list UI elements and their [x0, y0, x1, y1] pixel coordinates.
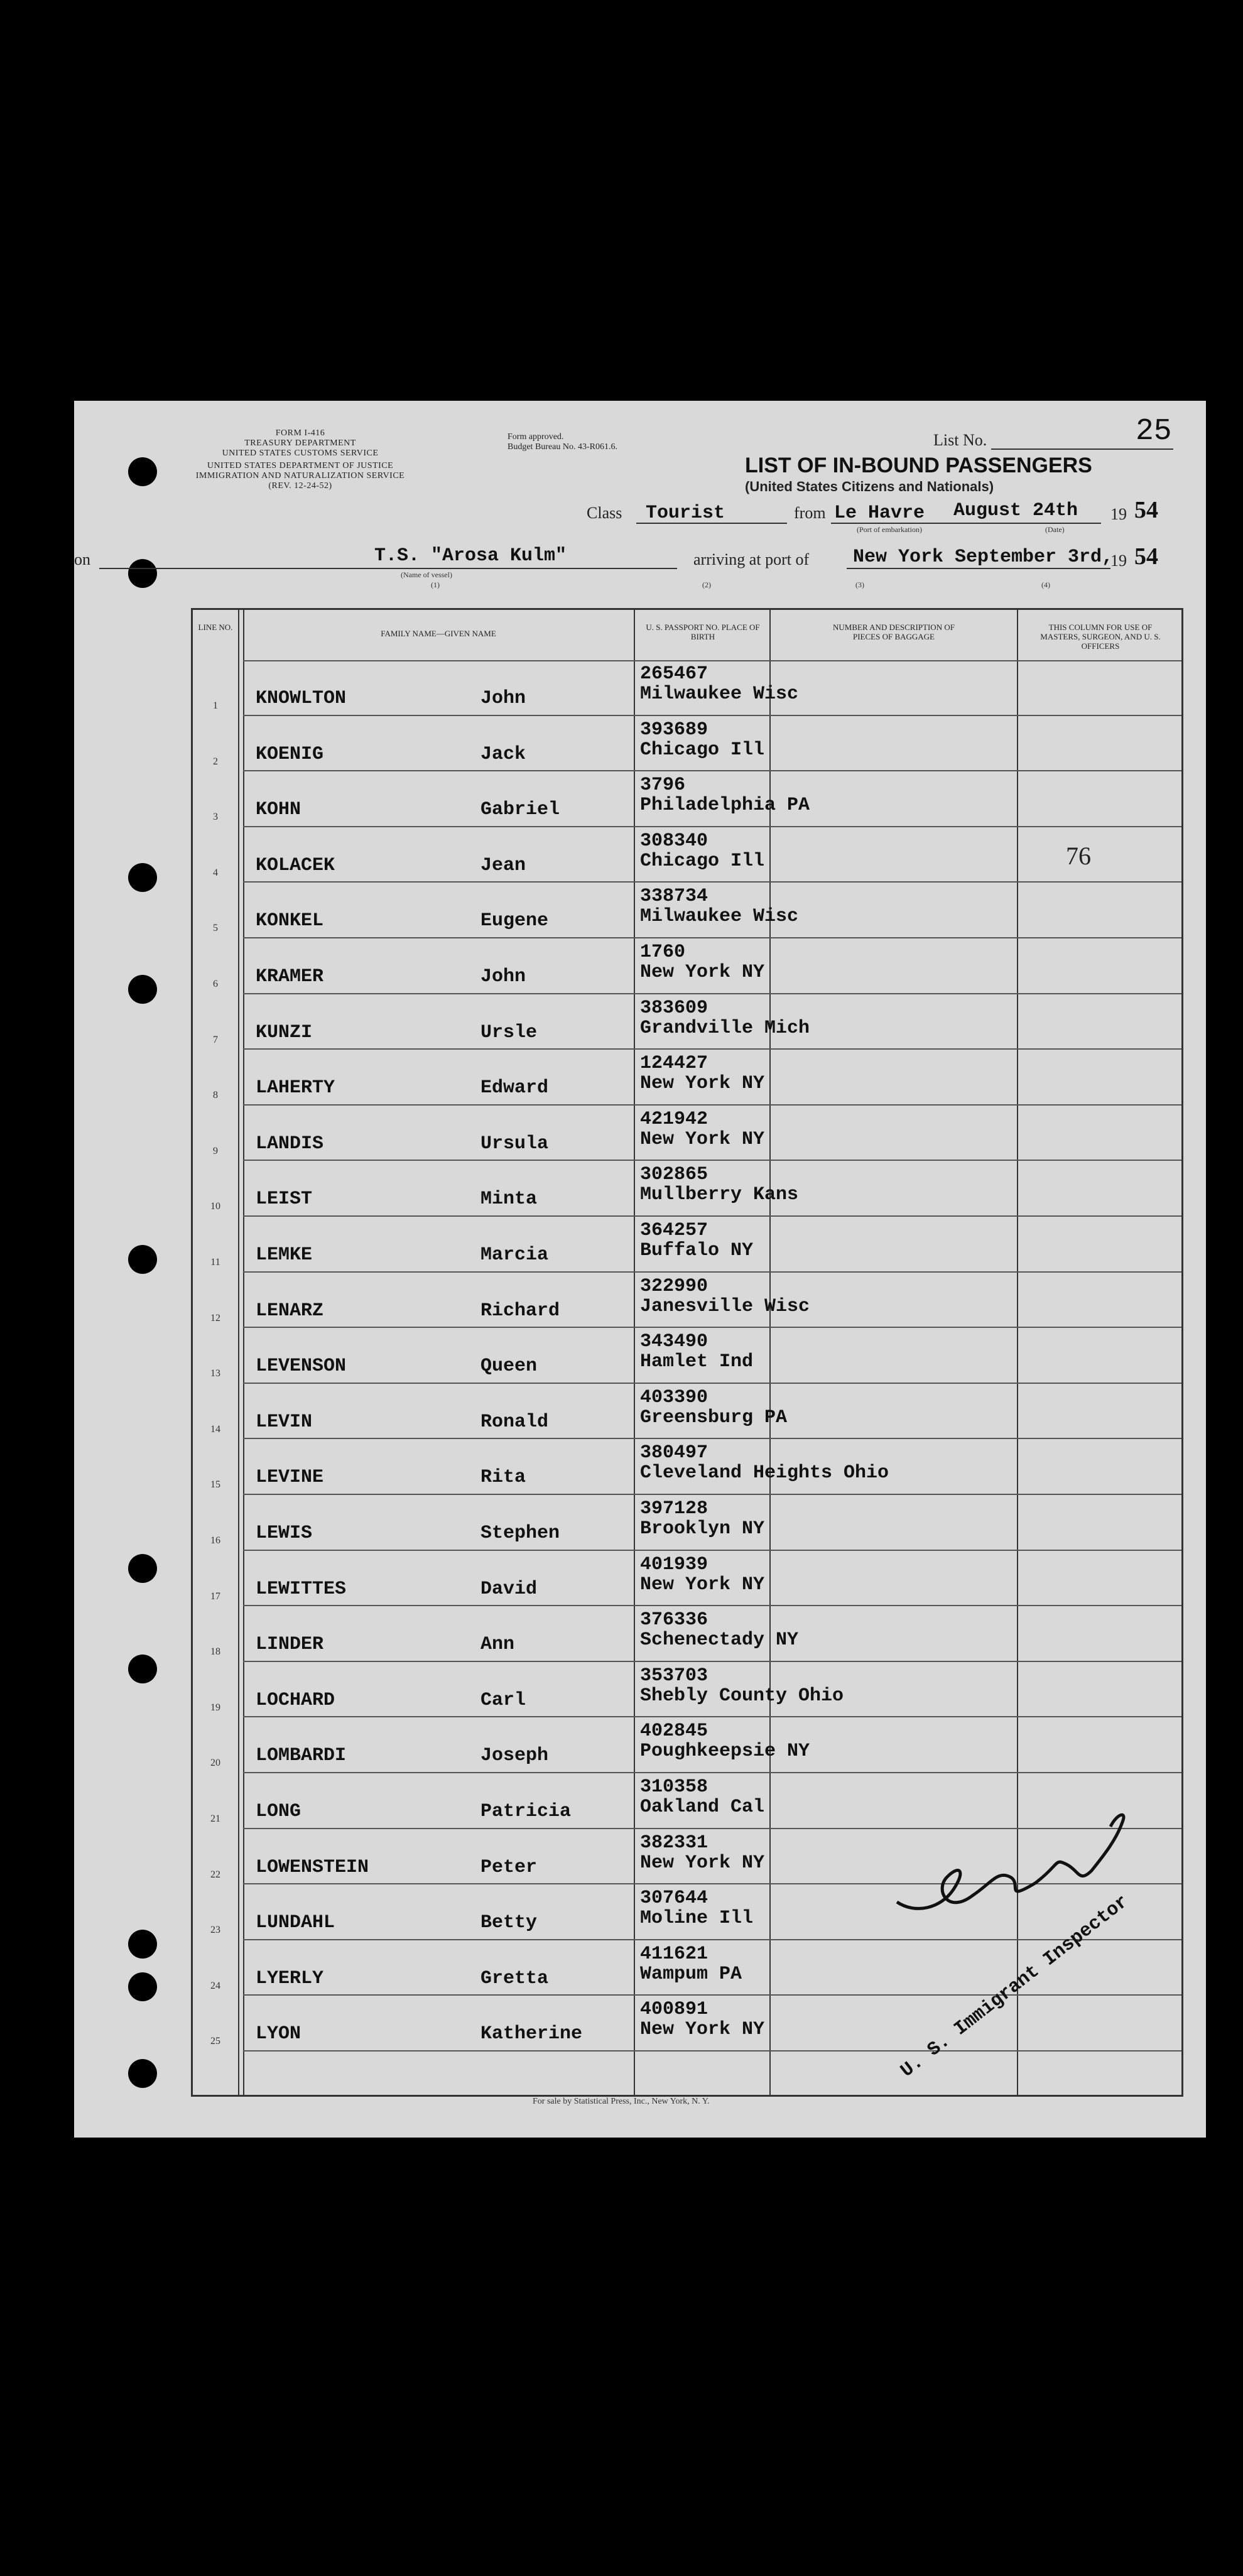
birthplace: Greensburg PA — [640, 1406, 788, 1428]
vessel-caption: (Name of vessel) — [401, 570, 452, 579]
family-name: LYERLY — [256, 1967, 324, 1989]
budget-number: Budget Bureau No. 43-R061.6. — [508, 442, 617, 452]
given-name: Joseph — [480, 1745, 549, 1767]
family-name: KNOWLTON — [256, 688, 347, 709]
given-name: Ann — [480, 1634, 515, 1656]
birthplace: Moline Ill — [640, 1908, 754, 1930]
given-name: Katherine — [480, 2023, 583, 2045]
binder-hole — [128, 863, 157, 892]
page-title: LIST OF IN-BOUND PASSENGERS — [745, 454, 1092, 477]
year-value: 54 — [1134, 497, 1158, 523]
manifest-page — [74, 401, 1206, 2138]
birthplace: Grandville Mich — [640, 1017, 810, 1039]
given-name: Edward — [480, 1077, 549, 1099]
header-passport: U. S. PASSPORT NO. PLACE OF BIRTH — [646, 622, 760, 641]
birthplace: New York NY — [640, 1073, 765, 1095]
table-row — [193, 827, 1181, 883]
line-number: 1 — [213, 700, 218, 711]
family-name: KOENIG — [256, 743, 324, 765]
family-name: LUNDAHL — [256, 1912, 335, 1934]
date-value: August 24th — [953, 500, 1078, 521]
birthplace: Milwaukee Wisc — [640, 906, 799, 928]
line-number: 17 — [210, 1590, 220, 1602]
arr-year-value: 54 — [1134, 543, 1158, 570]
given-name: Patricia — [480, 1801, 572, 1822]
line-number: 2 — [213, 756, 218, 767]
dept-line: TREASURY DEPARTMENT — [244, 438, 356, 448]
line-number: 11 — [210, 1257, 220, 1268]
from-label: from — [794, 504, 826, 522]
given-name: Jack — [480, 743, 526, 765]
year-prefix: 19 — [1110, 505, 1127, 523]
family-name: KUNZI — [256, 1021, 313, 1043]
inspector-stamp: U. S. Immigrant Inspector — [897, 1891, 1133, 2082]
passport-number: 308340 — [640, 830, 708, 852]
col3-num: (3) — [855, 580, 864, 589]
port-caption: (Port of embarkation) — [857, 525, 922, 534]
given-name: Ursula — [480, 1133, 549, 1155]
binder-hole — [128, 1655, 157, 1683]
family-name: LANDIS — [256, 1133, 324, 1155]
given-name: David — [480, 1578, 538, 1600]
birthplace: Cleveland Heights Ohio — [640, 1462, 889, 1484]
given-name: Ursle — [480, 1021, 538, 1043]
family-name: KOHN — [256, 799, 301, 821]
date-caption: (Date) — [1045, 525, 1065, 534]
line-number: 6 — [213, 979, 218, 989]
passport-number: 402845 — [640, 1720, 708, 1742]
birthplace: New York NY — [640, 962, 765, 983]
passport-number: 338734 — [640, 886, 708, 908]
passport-number: 421942 — [640, 1108, 708, 1130]
family-name: LEWIS — [256, 1523, 313, 1544]
line-number: 9 — [213, 1145, 218, 1156]
table-row — [193, 1328, 1181, 1383]
line-number: 22 — [210, 1869, 220, 1880]
header-officers: THIS COLUMN FOR USE OF MASTERS, SURGEON, AND U. S. OFFICERS — [1040, 622, 1161, 651]
given-name: Richard — [480, 1300, 560, 1322]
dept-line: UNITED STATES CUSTOMS SERVICE — [222, 448, 379, 458]
passport-number: 403390 — [640, 1386, 708, 1408]
passport-number: 124427 — [640, 1053, 708, 1075]
form-number: FORM I-416 — [275, 428, 325, 438]
list-no-line — [991, 448, 1173, 450]
line-number: 4 — [213, 867, 218, 878]
family-name: KOLACEK — [256, 854, 335, 876]
family-name: LEVIN — [256, 1411, 313, 1433]
family-name: KRAMER — [256, 966, 324, 987]
family-name: LOMBARDI — [256, 1745, 347, 1767]
given-name: Ronald — [480, 1411, 549, 1433]
passport-number: 353703 — [640, 1665, 708, 1687]
passport-number: 393689 — [640, 719, 708, 741]
passport-number: 322990 — [640, 1275, 708, 1297]
table-row — [193, 1161, 1181, 1216]
line-number: 19 — [210, 1702, 220, 1713]
passport-number: 411621 — [640, 1943, 708, 1965]
line-number: 23 — [210, 1925, 220, 1936]
approval-info — [508, 432, 617, 452]
line-number: 12 — [210, 1312, 220, 1323]
line-number: 25 — [210, 2036, 220, 2047]
col4-num: (4) — [1041, 580, 1050, 589]
family-name: LEMKE — [256, 1244, 313, 1266]
line-number: 10 — [210, 1201, 220, 1212]
row-divider — [243, 2050, 1181, 2052]
header-baggage: NUMBER AND DESCRIPTION OF PIECES OF BAGGAGE — [833, 622, 955, 641]
given-name: Eugene — [480, 910, 549, 932]
passport-number: 364257 — [640, 1220, 708, 1241]
family-name: LEIST — [256, 1188, 313, 1210]
passport-number: 397128 — [640, 1498, 708, 1519]
binder-hole — [128, 1972, 157, 2001]
passport-number: 3796 — [640, 774, 686, 796]
vessel-line — [99, 568, 677, 569]
given-name: Peter — [480, 1856, 538, 1878]
birthplace: New York NY — [640, 1128, 765, 1150]
line-number: 16 — [210, 1535, 220, 1546]
passport-number: 401939 — [640, 1553, 708, 1575]
line-number: 5 — [213, 923, 218, 934]
col2-num: (2) — [702, 580, 711, 589]
table-row — [193, 1384, 1181, 1439]
port-value: Le Havre — [834, 503, 925, 524]
table-row — [193, 1439, 1181, 1494]
line-number: 8 — [213, 1090, 218, 1101]
passport-number: 310358 — [640, 1776, 708, 1798]
line-number: 20 — [210, 1758, 220, 1769]
table-row — [193, 1606, 1181, 1661]
inspector-signature — [891, 1795, 1142, 1959]
class-line — [636, 523, 787, 524]
given-name: Rita — [480, 1467, 526, 1489]
family-name: LEVINE — [256, 1467, 324, 1489]
binder-hole — [128, 975, 157, 1004]
given-name: Marcia — [480, 1244, 549, 1266]
list-no-label: List No. — [933, 431, 987, 449]
class-value: Tourist — [646, 503, 725, 524]
dept-line: IMMIGRATION AND NATURALIZATION SERVICE — [195, 471, 405, 481]
family-name: LOWENSTEIN — [256, 1856, 369, 1878]
class-label: Class — [587, 504, 622, 522]
table-row — [193, 1717, 1181, 1773]
line-number: 7 — [213, 1034, 218, 1045]
header-line-no: LINE NO. — [198, 622, 233, 632]
birthplace: New York NY — [640, 1573, 765, 1595]
table-row — [193, 994, 1181, 1050]
birthplace: Milwaukee Wisc — [640, 683, 799, 705]
line-number: 13 — [210, 1368, 220, 1379]
table-row — [193, 771, 1181, 827]
family-name: LENARZ — [256, 1300, 324, 1322]
given-name: Gretta — [480, 1967, 549, 1989]
table-row — [193, 716, 1181, 771]
dept-line: UNITED STATES DEPARTMENT OF JUSTICE — [207, 461, 394, 470]
family-name: LOCHARD — [256, 1689, 335, 1711]
list-no-value: 25 — [1136, 415, 1172, 448]
form-info — [193, 428, 407, 491]
birthplace: Schenectady NY — [640, 1629, 799, 1651]
birthplace: Buffalo NY — [640, 1240, 754, 1261]
vessel-value: T.S. "Arosa Kulm" — [374, 545, 567, 567]
birthplace: Chicago Ill — [640, 850, 765, 872]
binder-hole — [128, 2059, 157, 2088]
given-name: Minta — [480, 1188, 538, 1210]
given-name: John — [480, 966, 526, 987]
header-name: FAMILY NAME—GIVEN NAME — [381, 629, 496, 638]
birthplace: Chicago Ill — [640, 739, 765, 761]
line-number: 15 — [210, 1479, 220, 1491]
table-row — [193, 1495, 1181, 1550]
arrival-line — [847, 568, 1110, 569]
revision: (REV. 12-24-52) — [268, 481, 332, 491]
birthplace: Brooklyn NY — [640, 1518, 765, 1540]
table-row — [193, 1217, 1181, 1272]
on-label: on — [74, 550, 90, 568]
passport-number: 343490 — [640, 1331, 708, 1353]
birthplace: New York NY — [640, 1852, 765, 1874]
arriving-label: arriving at port of — [693, 550, 810, 568]
family-name: LYON — [256, 2023, 301, 2045]
passport-number: 265467 — [640, 663, 708, 685]
passport-number: 380497 — [640, 1442, 708, 1464]
given-name: Queen — [480, 1356, 538, 1378]
family-name: KONKEL — [256, 910, 324, 932]
passport-number: 302865 — [640, 1164, 708, 1186]
given-name: Gabriel — [480, 799, 560, 821]
table-row — [193, 1106, 1181, 1161]
arrival-value: New York September 3rd, — [853, 546, 1114, 568]
form-approved: Form approved. — [508, 432, 564, 442]
passport-number: 307644 — [640, 1888, 708, 1910]
binder-hole — [128, 1554, 157, 1583]
family-name: LEVENSON — [256, 1356, 347, 1378]
table-row — [193, 1050, 1181, 1105]
birthplace: New York NY — [640, 2019, 765, 2041]
arr-year-prefix: 19 — [1110, 552, 1127, 570]
birthplace: Janesville Wisc — [640, 1295, 810, 1317]
table-row — [193, 1662, 1181, 1717]
given-name: John — [480, 688, 526, 709]
table-row — [193, 1996, 1181, 2051]
table-row — [193, 660, 1181, 715]
birthplace: Wampum PA — [640, 1963, 742, 1985]
binder-hole — [128, 1930, 157, 1959]
given-name: Carl — [480, 1689, 526, 1711]
printer-footer: For sale by Statistical Press, Inc., New York, N. Y. — [533, 2097, 710, 2106]
birthplace: Poughkeepsie NY — [640, 1741, 810, 1763]
line-number: 21 — [210, 1813, 220, 1824]
birthplace: Mullberry Kans — [640, 1184, 799, 1206]
table-row — [193, 938, 1181, 994]
family-name: LONG — [256, 1801, 301, 1822]
birthplace: Philadelphia PA — [640, 795, 810, 817]
table-row — [193, 883, 1181, 938]
given-name: Betty — [480, 1912, 538, 1934]
passport-number: 1760 — [640, 942, 686, 963]
line-number: 18 — [210, 1646, 220, 1658]
passport-number: 376336 — [640, 1609, 708, 1631]
page-subtitle: (United States Citizens and Nationals) — [745, 479, 994, 494]
line-number: 24 — [210, 1980, 220, 1991]
passport-number: 382331 — [640, 1832, 708, 1854]
line-number: 14 — [210, 1423, 220, 1435]
family-name: LEWITTES — [256, 1578, 347, 1600]
family-name: LINDER — [256, 1634, 324, 1656]
family-name: LAHERTY — [256, 1077, 335, 1099]
birthplace: Oakland Cal — [640, 1796, 765, 1818]
binder-hole — [128, 457, 157, 486]
given-name: Jean — [480, 854, 526, 876]
officer-note: 76 — [1066, 842, 1091, 870]
table-row — [193, 1551, 1181, 1606]
binder-hole — [128, 559, 157, 588]
given-name: Stephen — [480, 1523, 560, 1544]
date-line — [950, 523, 1101, 524]
passport-number: 383609 — [640, 997, 708, 1019]
col1-num: (1) — [431, 580, 440, 589]
birthplace: Hamlet Ind — [640, 1351, 754, 1373]
birthplace: Shebly County Ohio — [640, 1685, 844, 1707]
table-row — [193, 1273, 1181, 1328]
line-number: 3 — [213, 812, 218, 823]
passport-number: 400891 — [640, 1999, 708, 2021]
binder-hole — [128, 1245, 157, 1274]
